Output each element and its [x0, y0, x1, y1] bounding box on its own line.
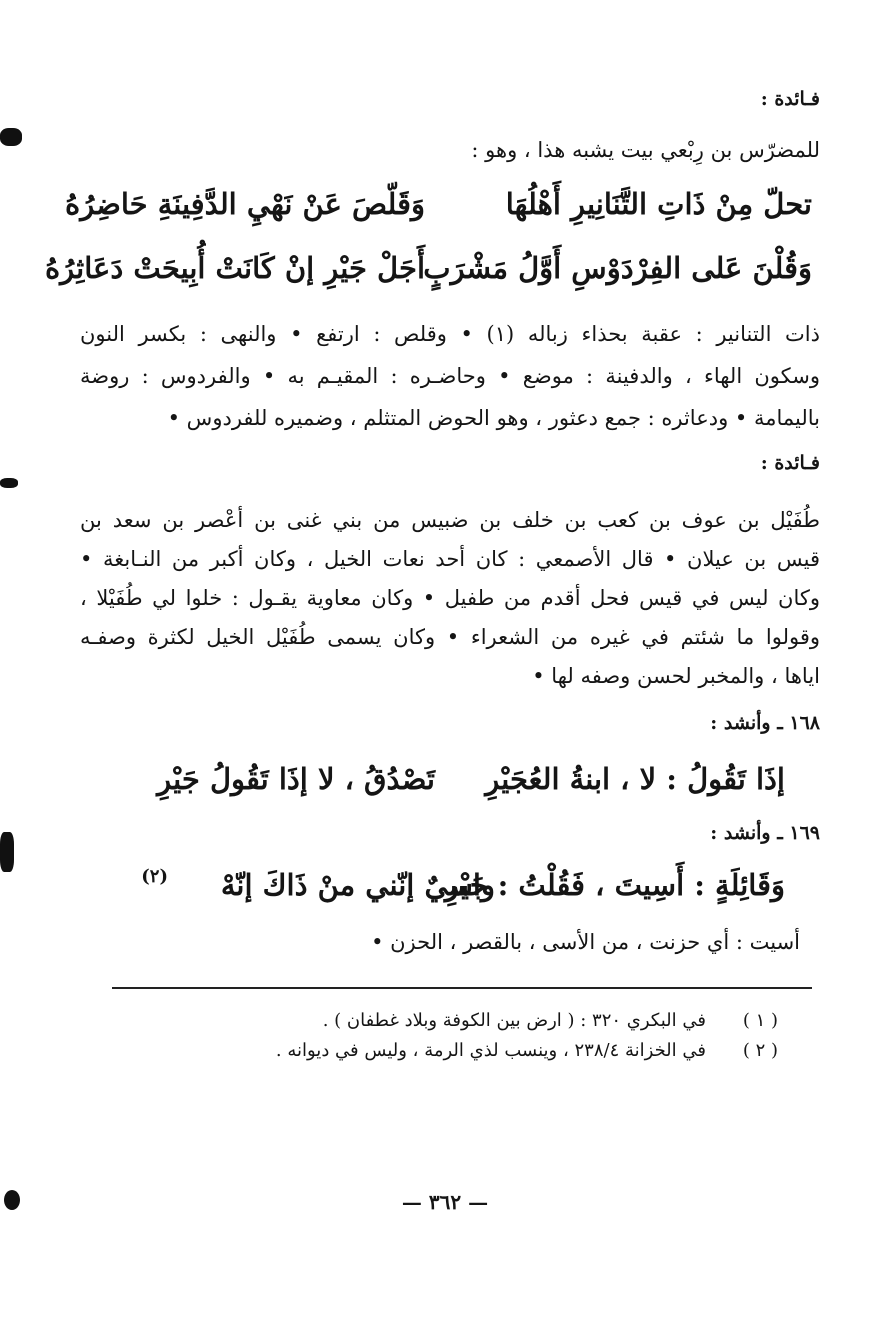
gloss-line: وسكون الهاء ، والدفينة : موضع • وحاضـره : المقيـم به • والفردوس : روضة: [80, 364, 820, 388]
paragraph-line: قيس بن عيلان • قال الأصمعي : كان أحد نعات الخيل ، وكان أكبر من النـابغة •: [80, 547, 820, 571]
verse-hemistich-left: تَصْدُقُ ، لا إذَا تَقُولُ جَيْرِ: [157, 762, 435, 796]
footnote-number: ( ٢ ): [742, 1040, 778, 1061]
footnote-number: ( ١ ): [742, 1010, 778, 1031]
poem-hemistich-right: وَقُلْنَ عَلى الفِرْدَوْسِ أَوَّلُ مَشْرَبٍ: [423, 251, 812, 285]
page-number: — ٣٦٢ —: [401, 1190, 489, 1214]
poem-hemistich-left: أَجَلْ جَيْرِ إنْ كَانَتْ أُبِيحَتْ دَعَاثِرُهُ: [44, 251, 425, 285]
entry-label: ١٦٨ ـ وأنشد :: [710, 712, 820, 734]
footnote-divider: [112, 987, 812, 989]
scan-mark: [0, 832, 14, 872]
section-heading: فـائدة :: [760, 452, 820, 474]
paragraph-line: وقولوا ما شئتم في غيره من الشعراء • وكان يسمى طُفَيْل الخيل لكثرة وصفـه: [80, 625, 820, 649]
footnote-text: في البكري ٣٢٠ : ( ارض بين الكوفة وبلاد غطفان ) .: [322, 1010, 706, 1031]
poem-hemistich-left: وَقَلّصَ عَنْ نَهْيِ الدَّفِينَةِ حَاضِرُهُ: [65, 187, 425, 221]
verse-hemistich-right: إذَا تَقُولُ : لا ، ابنةُ العُجَيْرِ: [485, 762, 785, 796]
paragraph-line: وكان ليس في قيس فحل أقدم من طفيل • وكان معاوية يقـول : خلوا لي طُفَيْلا ،: [80, 586, 820, 610]
scan-mark: [0, 128, 22, 146]
intro-line: للمضرّس بن رِبْعي بيت يشبه هذا ، وهو :: [471, 138, 820, 162]
verse-hemistich-left: واسيٌ إنّني منْ ذَاكَ إنّهْ: [220, 868, 495, 902]
footnote-text: في الخزانة ٢٣٨/٤ ، وينسب لذي الرمة ، وليس في ديوانه .: [275, 1040, 706, 1061]
section-heading: فـائدة :: [760, 88, 820, 110]
gloss-line: ذات التنانير : عقبة بحذاء زباله (١) • وقلص : ارتفع • والنهى : بكسر النون: [80, 322, 820, 346]
verse-hemistich-right: وَقَائِلَةٍ : أَسِيتَ ، فَقُلْتُ : جَيْرِ: [444, 868, 785, 902]
poem-hemistich-right: تحلّ مِنْ ذَاتِ التَّنَانِيرِ أَهْلُهَا: [505, 187, 812, 221]
gloss-line: باليمامة • ودعاثره : جمع دعثور ، وهو الحوض المتثلم ، وضميره للفردوس •: [167, 406, 820, 430]
entry-label: ١٦٩ ـ وأنشد :: [710, 822, 820, 844]
verse-footnote-marker: (٢): [141, 866, 168, 887]
gloss-line: أسيت : أي حزنت ، من الأسى ، بالقصر ، الحزن •: [371, 930, 800, 954]
paragraph-line: اياها ، والمخبر لحسن وصفه لها •: [532, 664, 820, 688]
paragraph-line: طُفَيْل بن عوف بن كعب بن خلف بن ضبيس من بني غنى بن أعْصر بن سعد بن: [80, 508, 820, 532]
scan-mark: [0, 478, 18, 488]
